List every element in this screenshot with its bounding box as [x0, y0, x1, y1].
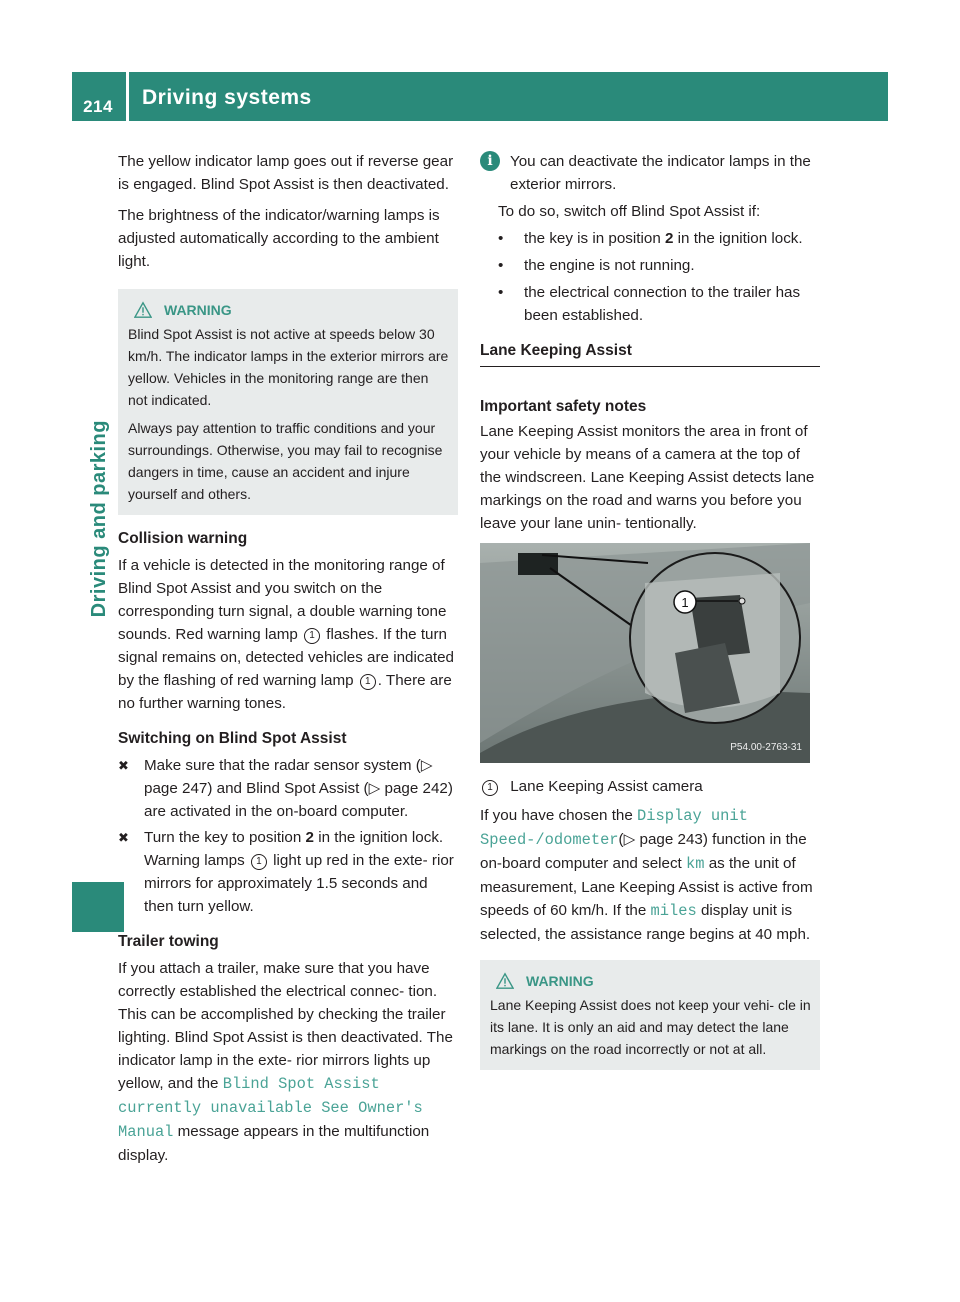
unit-km: km — [686, 855, 705, 873]
safety-heading: Important safety notes — [480, 398, 647, 415]
trailer-heading: Trailer towing — [118, 933, 219, 950]
warning-header — [128, 299, 450, 321]
bullet-icon: • — [498, 230, 504, 247]
callout-1-icon: 1 — [251, 854, 267, 870]
display-unit-text: If you have chosen the Display unit Speed-/odometer(▷ page 243) function in the on-board computer and select km as the unit of measurement, Lane Keeping Assist is active from speeds of 60 km/h. If the miles display unit is selected, the assistance range begins at 40 mph. — [480, 807, 813, 943]
info-text-2: To do so, switch off Blind Spot Assist if: — [498, 203, 761, 220]
page-ref-icon: ▷ — [420, 757, 433, 774]
switching-heading: Switching on Blind Spot Assist — [118, 730, 347, 747]
warning-text: Lane Keeping Assist does not keep your vehi- cle in its lane. It is only an aid and may detect the lane markings on the road incorrectly or not at all. — [490, 997, 811, 1057]
menu-value-display-unit: Display unit Speed-/odometer — [480, 807, 748, 849]
side-tab — [84, 420, 114, 720]
bullet-icon: • — [498, 284, 504, 301]
warning-text-1: Blind Spot Assist is not active at speeds below 30 km/h. The indicator lamps in the exterior mirrors are yellow. Vehicles in the monitoring range are then not indicated. — [128, 326, 449, 408]
page-ref-icon: ▷ — [368, 780, 381, 797]
section-title: Driving systems — [142, 86, 312, 109]
collision-heading: Collision warning — [118, 530, 248, 547]
trailer-text: If you attach a trailer, make sure that you have correctly established the electrical connec- tion. This can be accomplished by checking the trailer lighting. Blind Spot Assist is then deactivated. The indicator lamp in the exte- rior mirrors lights up yellow, and the Blind Spot Assist currently unavailable See Owner's Manual message appears in the multifunction display. — [118, 960, 453, 1164]
unit-miles: miles — [650, 902, 697, 920]
header-divider — [126, 72, 129, 121]
step-item: ✖ Make sure that the radar sensor system (▷ page 247) and Blind Spot Assist (▷ page 242) are activated in the on-board computer. — [118, 754, 458, 823]
warning-triangle-icon — [496, 972, 514, 990]
warning-header — [490, 970, 812, 992]
step-item: ✖ Turn the key to position 2 in the ignition lock. Warning lamps 1 light up red in the exte- rior mirrors for approximately 1.5 seconds and then turn yellow. — [118, 826, 458, 918]
callout-1-icon: 1 — [482, 780, 498, 796]
camera-illustration — [480, 543, 810, 763]
figure-caption: 1 Lane Keeping Assist camera — [480, 775, 820, 798]
page-ref-icon: ▷ — [623, 831, 636, 848]
warning-title: WARNING — [526, 973, 594, 989]
info-text-1: You can deactivate the indicator lamps in the exterior mirrors. — [510, 153, 811, 193]
callout-1-icon: 1 — [360, 674, 376, 690]
info-note — [480, 150, 820, 196]
step-arrow-icon: ✖ — [118, 830, 129, 845]
display-message: Blind Spot Assist currently unavailable See Owner's Manual — [118, 1075, 423, 1141]
list-item: • the electrical connection to the trailer has been established. — [498, 281, 820, 327]
right-column — [480, 150, 820, 1070]
warning-triangle-icon — [134, 301, 152, 319]
lane-keeping-heading: Lane Keeping Assist — [480, 339, 820, 367]
left-column — [118, 150, 458, 1175]
warning-box-lane-keeping — [480, 960, 820, 1070]
photo-callout: 1 — [681, 595, 689, 610]
side-tab-block — [72, 882, 124, 932]
paragraph-reverse-gear: The yellow indicator lamp goes out if reverse gear is engaged. Blind Spot Assist is then deactivated. — [118, 153, 454, 193]
paragraph-brightness: The brightness of the indicator/warning lamps is adjusted automatically according to the ambient light. — [118, 207, 440, 270]
callout-1-icon: 1 — [304, 628, 320, 644]
figure-code: P54.00-2763-31 — [730, 742, 802, 753]
warning-text-2: Always pay attention to traffic conditions and your surroundings. Otherwise, you may fail to recognise dangers in time, cause an accident and injure yourself and others. — [128, 420, 443, 502]
side-tab-label: Driving and parking — [88, 420, 110, 618]
camera-photo — [480, 543, 810, 763]
safety-text: Lane Keeping Assist monitors the area in front of your vehicle by means of a camera at the top of the windscreen. Lane Keeping Assist detects lane markings on the road and warns you before you leave your lane unin- tentionally. — [480, 423, 815, 532]
list-item: • the key is in position 2 in the ignition lock. — [498, 227, 820, 250]
warning-title: WARNING — [164, 302, 232, 318]
collision-text: If a vehicle is detected in the monitoring range of Blind Spot Assist and you switch on the corresponding turn signal, a double warning tone sounds. Red warning lamp 1 flashes. If the turn signal remains on, detected vehicles are indicated by the flashing of red warning lamp 1 . There are no further warning tones. — [118, 557, 455, 712]
page-number: 214 — [83, 97, 113, 116]
bullet-icon: • — [498, 257, 504, 274]
step-arrow-icon: ✖ — [118, 758, 129, 773]
warning-box-blind-spot — [118, 289, 458, 515]
list-item: • the engine is not running. — [498, 254, 820, 277]
info-icon: i — [480, 151, 500, 171]
